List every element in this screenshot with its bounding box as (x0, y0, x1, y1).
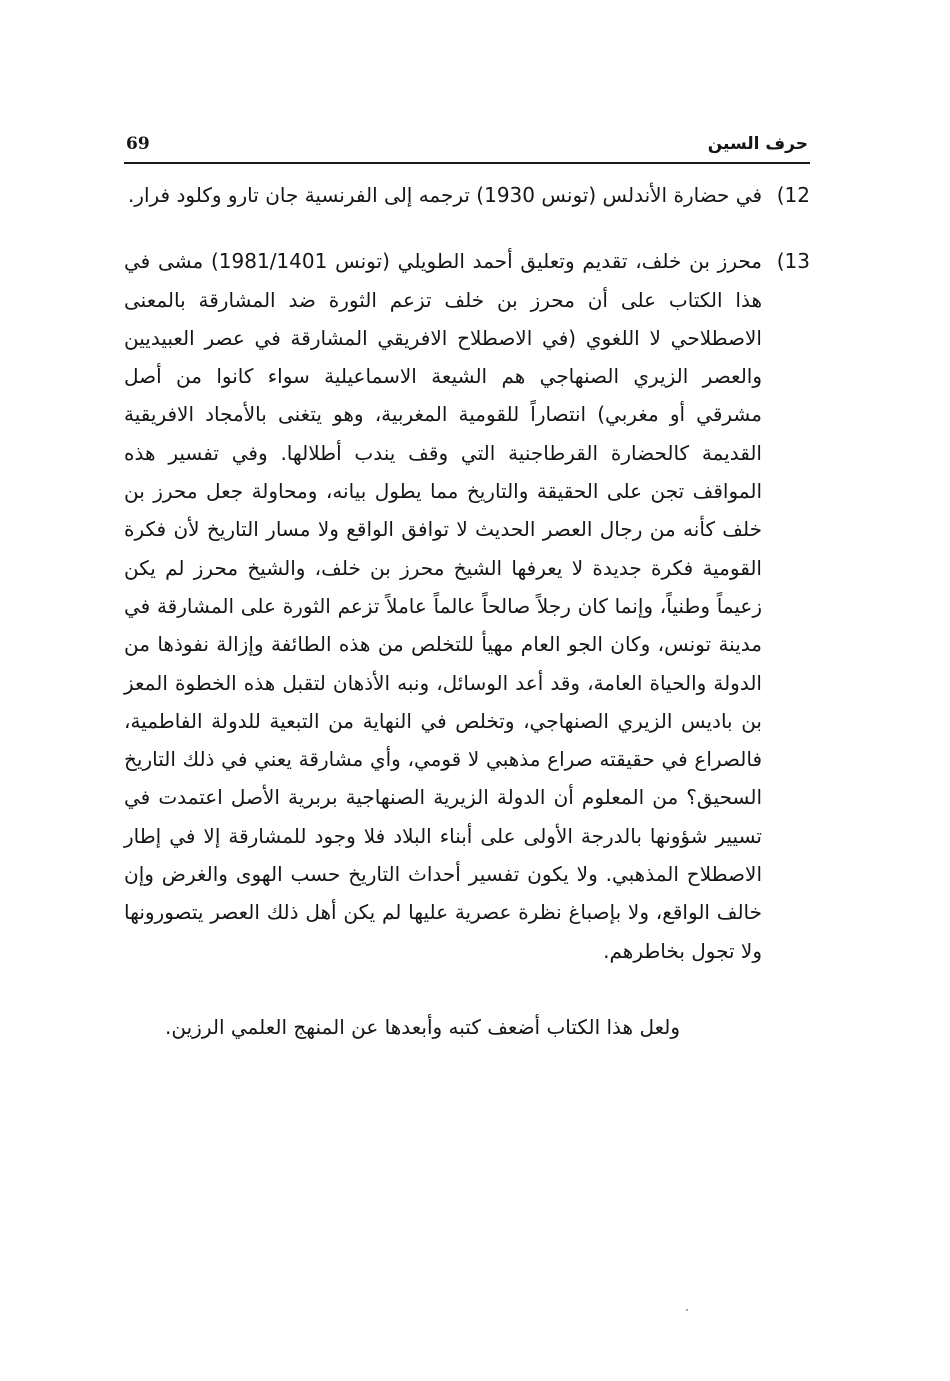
closing-text: ولعل هذا الكتاب أضعف كتبه وأبعدها عن المنهج العلمي الرزين. (165, 1014, 680, 1039)
footnote-12 (124, 176, 810, 214)
page-number: 69 (126, 134, 150, 154)
page-header (124, 122, 810, 164)
footnote-text: محرز بن خلف، تقديم وتعليق أحمد الطويلي (تونس 1981/1401) مشى في هذا الكتاب على أن محرز بن خلف تزعم الثورة ضد المشارقة بالمعنى الاصطلاحي لا اللغوي (في الاصطلاح الافريقي المشارقة في عصر العبيديين والعصر الزيري الصنهاجي هم الشيعة الاسماعيلية سواء كانوا من أصل مشرقي أو مغربي) انتصاراً للقومية المغربية، وهو يتغنى بالأمجاد الافريقية القديمة كالحضارة القرطاجنية التي وقف يندب أطلالها. وفي تفسير هذه المواقف تجن على الحقيقة والتاريخ مما يطول بيانه، ومحاولة جعل محرز بن خلف كأنه من رجال العصر الحديث لا توافق الواقع ولا مسار التاريخ لأن فكرة القومية فكرة جديدة لا يعرفها الشيخ محرز بن خلف، والشيخ محرز لم يكن زعيماً وطنياً، وإنما كان رجلاً صالحاً عالماً عاملاً تزعم الثورة على المشارقة في مدينة تونس، وكان الجو العام مهيأ للتخلص من هذه الطائفة وإزالة نفوذها من الدولة والحياة العامة، وقد أعد الوسائل، ونبه الأذهان لتقبل هذه الخطوة المعز بن باديس الزيري الصنهاجي، وتخلص في النهاية من التبعية للدولة الفاطمية، فالصراع في حقيقته صراع مذهبي لا قومي، وأي مشارقة يعني في ذلك التاريخ السحيق؟ من المعلوم أن الدولة الزيرية الصنهاجية بربرية الأصل اعتمدت في تسيير شؤونها بالدرجة الأولى على أبناء البلاد فلا وجود للمشارقة إلا في إطار الاصطلاح المذهبي. ولا يكون تفسير أحداث التاريخ حسب الهوى والغرض وإن خالف الواقع، ولا بإصباغ نظرة عصرية عليها لم يكن أهل ذلك العصر يتصورونها ولا تجول بخاطرهم. (124, 249, 762, 963)
footnote-number: 13) (776, 249, 810, 274)
footnote-number: 12) (776, 183, 810, 207)
footnote-13 (124, 242, 810, 970)
scan-speck (686, 1309, 688, 1311)
closing-paragraph (124, 1008, 810, 1046)
section-title: حرف السين (707, 134, 808, 154)
footnotes-body (124, 176, 810, 1046)
footnote-text: في حضارة الأندلس (تونس 1930) ترجمه إلى الفرنسية جان تارو وكلود فرار. (127, 183, 762, 207)
